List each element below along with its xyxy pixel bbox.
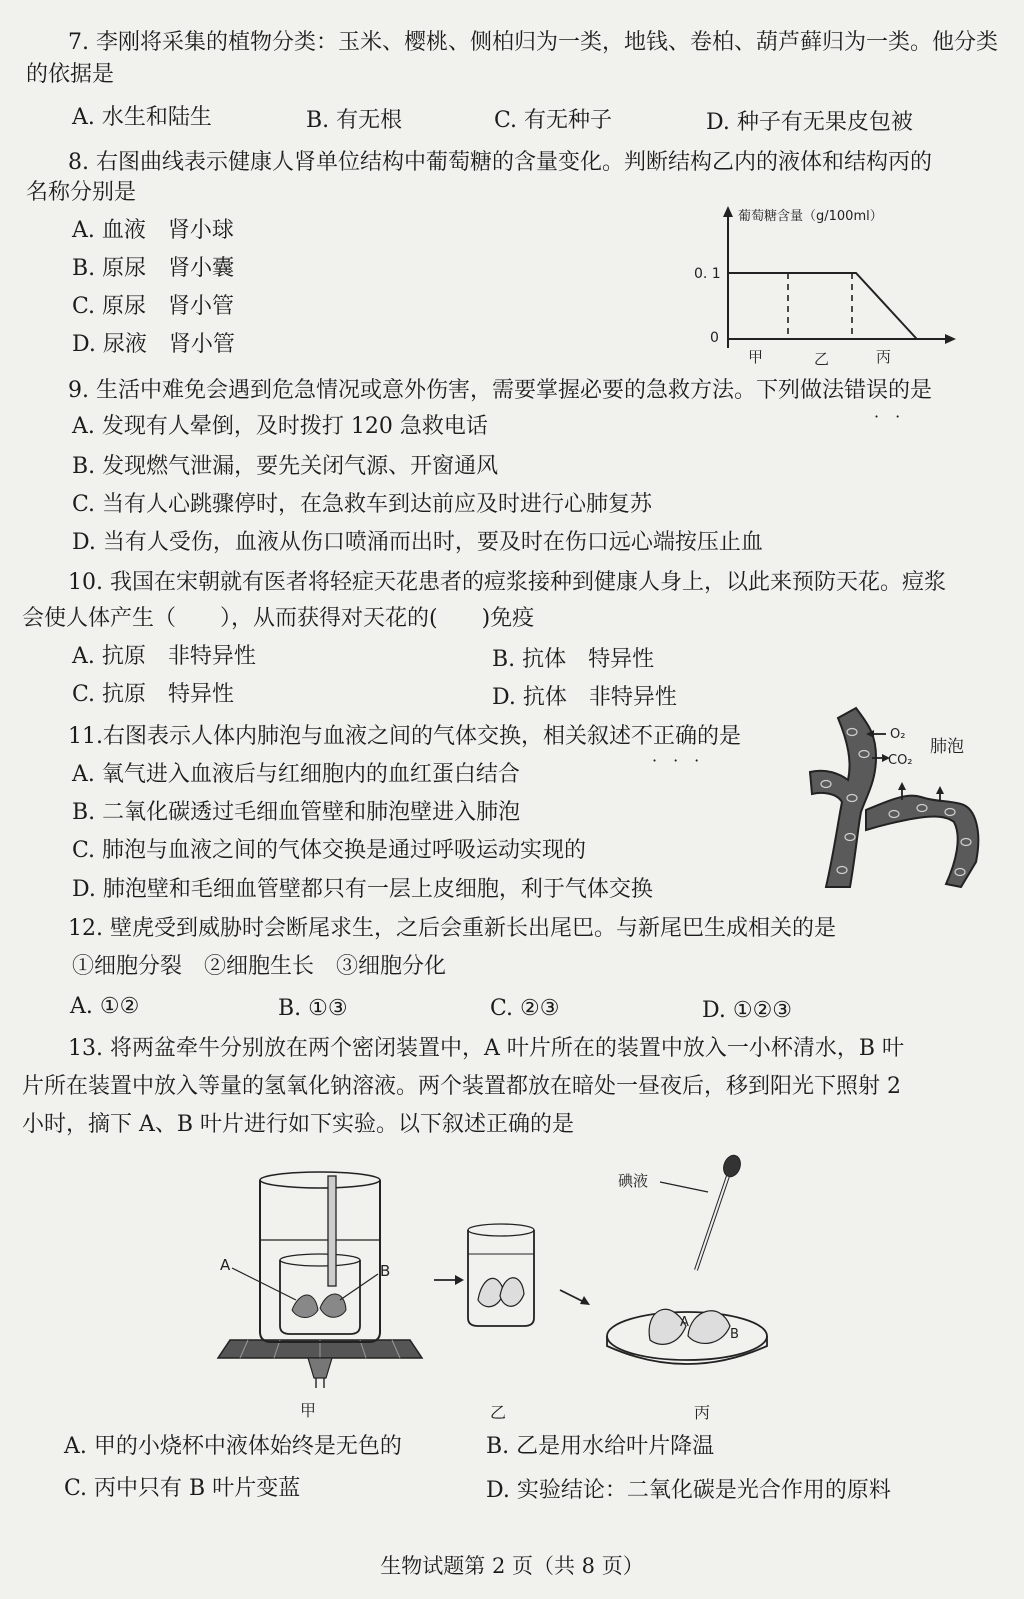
x-axis-arrow — [945, 334, 956, 344]
y-tick-top: 0. 1 — [694, 266, 721, 282]
q7-option-a[interactable]: A. 水生和陆生 — [72, 105, 212, 130]
q8-option-b[interactable]: B. 原尿 肾小囊 — [72, 256, 235, 281]
q13-stem-line1: 13. 将两盆牵牛分别放在两个密闭装置中，A 叶片所在的装置中放入一小杯清水，B 叶 — [68, 1036, 905, 1061]
stage-label-bing: 丙 — [694, 1403, 711, 1422]
glucose-line — [728, 273, 917, 339]
q7-stem-line1: 7. 李刚将采集的植物分类：玉米、樱桃、侧柏归为一类，地钱、卷柏、葫芦藓归为一类。他分类 — [68, 30, 998, 55]
y-axis-label: 葡萄糖含量（g/100ml） — [738, 209, 883, 224]
iodine-label: 碘液 — [618, 1172, 649, 1190]
q11-option-c[interactable]: C. 肺泡与血液之间的气体交换是通过呼吸运动实现的 — [72, 838, 587, 863]
q8-option-c[interactable]: C. 原尿 肾小管 — [72, 294, 235, 319]
q13-stem-line2: 片所在装置中放入等量的氢氧化钠溶液。两个装置都放在暗处一昼夜后，移到阳光下照射 2 — [22, 1074, 901, 1099]
q10-option-d[interactable]: D. 抗体 非特异性 — [492, 685, 677, 710]
q13-option-c[interactable]: C. 丙中只有 B 叶片变蓝 — [64, 1476, 301, 1501]
q12-option-c[interactable]: C. ②③ — [490, 996, 560, 1021]
emphasis-dots: · · — [874, 407, 901, 426]
alveolus-figure — [806, 702, 1006, 898]
q13-option-a[interactable]: A. 甲的小烧杯中液体始终是无色的 — [64, 1434, 402, 1459]
x-label-jia: 甲 — [748, 348, 764, 366]
x-label-bing: 丙 — [876, 348, 892, 366]
q11-stem: 11.右图表示人体内肺泡与血液之间的气体交换，相关叙述不正确的是 — [68, 724, 741, 749]
experiment-figure — [200, 1150, 800, 1430]
x-label-yi: 乙 — [814, 350, 830, 368]
alveolus-label: 肺泡 — [930, 737, 964, 757]
y-tick-zero: 0 — [710, 330, 719, 346]
q10-stem-line2: 会使人体产生（ ），从而获得对天花的( )免疫 — [22, 606, 535, 631]
q12-stem: 12. 壁虎受到威胁时会断尾求生，之后会重新长出尾巴。与新尾巴生成相关的是 — [68, 916, 836, 941]
dish-label-a: A — [680, 1315, 689, 1330]
q9-stem: 9. 生活中难免会遇到危急情况或意外伤害，需要掌握必要的急救方法。下列做法错误的是 — [68, 378, 932, 403]
q10-stem-line1: 10. 我国在宋朝就有医者将轻症天花患者的痘浆接种到健康人身上，以此来预防天花。痘浆 — [68, 570, 946, 595]
leaf-label-b: B — [380, 1262, 391, 1280]
q9-option-b[interactable]: B. 发现燃气泄漏，要先关闭气源、开窗通风 — [72, 454, 499, 479]
leaf-label-a: A — [220, 1256, 231, 1274]
o2-label: O₂ — [890, 727, 906, 742]
water-bath-apparatus — [218, 1172, 422, 1388]
y-axis-arrow — [723, 206, 733, 217]
q8-option-a[interactable]: A. 血液 肾小球 — [72, 218, 234, 243]
q8-stem-line1: 8. 右图曲线表示健康人肾单位结构中葡萄糖的含量变化。判断结构乙内的液体和结构丙的 — [68, 150, 932, 175]
q12-option-a[interactable]: A. ①② — [70, 994, 140, 1019]
emphasis-dots: · · · — [652, 751, 700, 770]
petri-dish-apparatus — [607, 1153, 767, 1364]
q12-option-d[interactable]: D. ①②③ — [702, 998, 793, 1023]
co2-label: CO₂ — [888, 753, 913, 768]
q7-option-d[interactable]: D. 种子有无果皮包被 — [706, 110, 913, 135]
q10-option-b[interactable]: B. 抗体 特异性 — [492, 647, 655, 672]
q12-items: ①细胞分裂 ②细胞生长 ③细胞分化 — [72, 954, 447, 979]
q11-option-d[interactable]: D. 肺泡壁和毛细血管壁都只有一层上皮细胞，利于气体交换 — [72, 877, 653, 902]
q10-option-a[interactable]: A. 抗原 非特异性 — [72, 644, 256, 669]
q7-option-c[interactable]: C. 有无种子 — [494, 108, 613, 133]
q12-option-b[interactable]: B. ①③ — [278, 996, 348, 1021]
dish-label-b: B — [730, 1327, 739, 1342]
q13-stem-line3: 小时，摘下 A、B 叶片进行如下实验。以下叙述正确的是 — [22, 1112, 575, 1137]
q9-option-a[interactable]: A. 发现有人晕倒，及时拨打 120 急救电话 — [72, 414, 488, 439]
glucose-chart — [690, 200, 960, 372]
capillary-vessel — [810, 708, 876, 887]
q8-stem-line2: 名称分别是 — [26, 180, 137, 205]
q13-option-b[interactable]: B. 乙是用水给叶片降温 — [486, 1434, 715, 1459]
q13-option-d[interactable]: D. 实验结论：二氧化碳是光合作用的原料 — [486, 1478, 891, 1503]
q9-option-d[interactable]: D. 当有人受伤，血液从伤口喷涌而出时，要及时在伤口远心端按压止血 — [72, 530, 763, 555]
arrow-1 — [434, 1275, 464, 1285]
q9-option-c[interactable]: C. 当有人心跳骤停时，在急救车到达前应及时进行心肺复苏 — [72, 492, 653, 517]
stage-label-jia: 甲 — [300, 1401, 317, 1420]
q8-option-d[interactable]: D. 尿液 肾小管 — [72, 332, 235, 357]
q7-option-b[interactable]: B. 有无根 — [306, 108, 403, 133]
page-footer: 生物试题第 2 页（共 8 页） — [380, 1554, 644, 1578]
arrow-2 — [560, 1290, 590, 1305]
stage-label-yi: 乙 — [490, 1403, 507, 1422]
beaker-apparatus — [468, 1224, 534, 1326]
q7-stem-line2: 的依据是 — [26, 62, 115, 87]
q11-option-a[interactable]: A. 氧气进入血液后与红细胞内的血红蛋白结合 — [72, 762, 520, 787]
q11-option-b[interactable]: B. 二氧化碳透过毛细血管壁和肺泡壁进入肺泡 — [72, 800, 521, 825]
q10-option-c[interactable]: C. 抗原 特异性 — [72, 682, 235, 707]
